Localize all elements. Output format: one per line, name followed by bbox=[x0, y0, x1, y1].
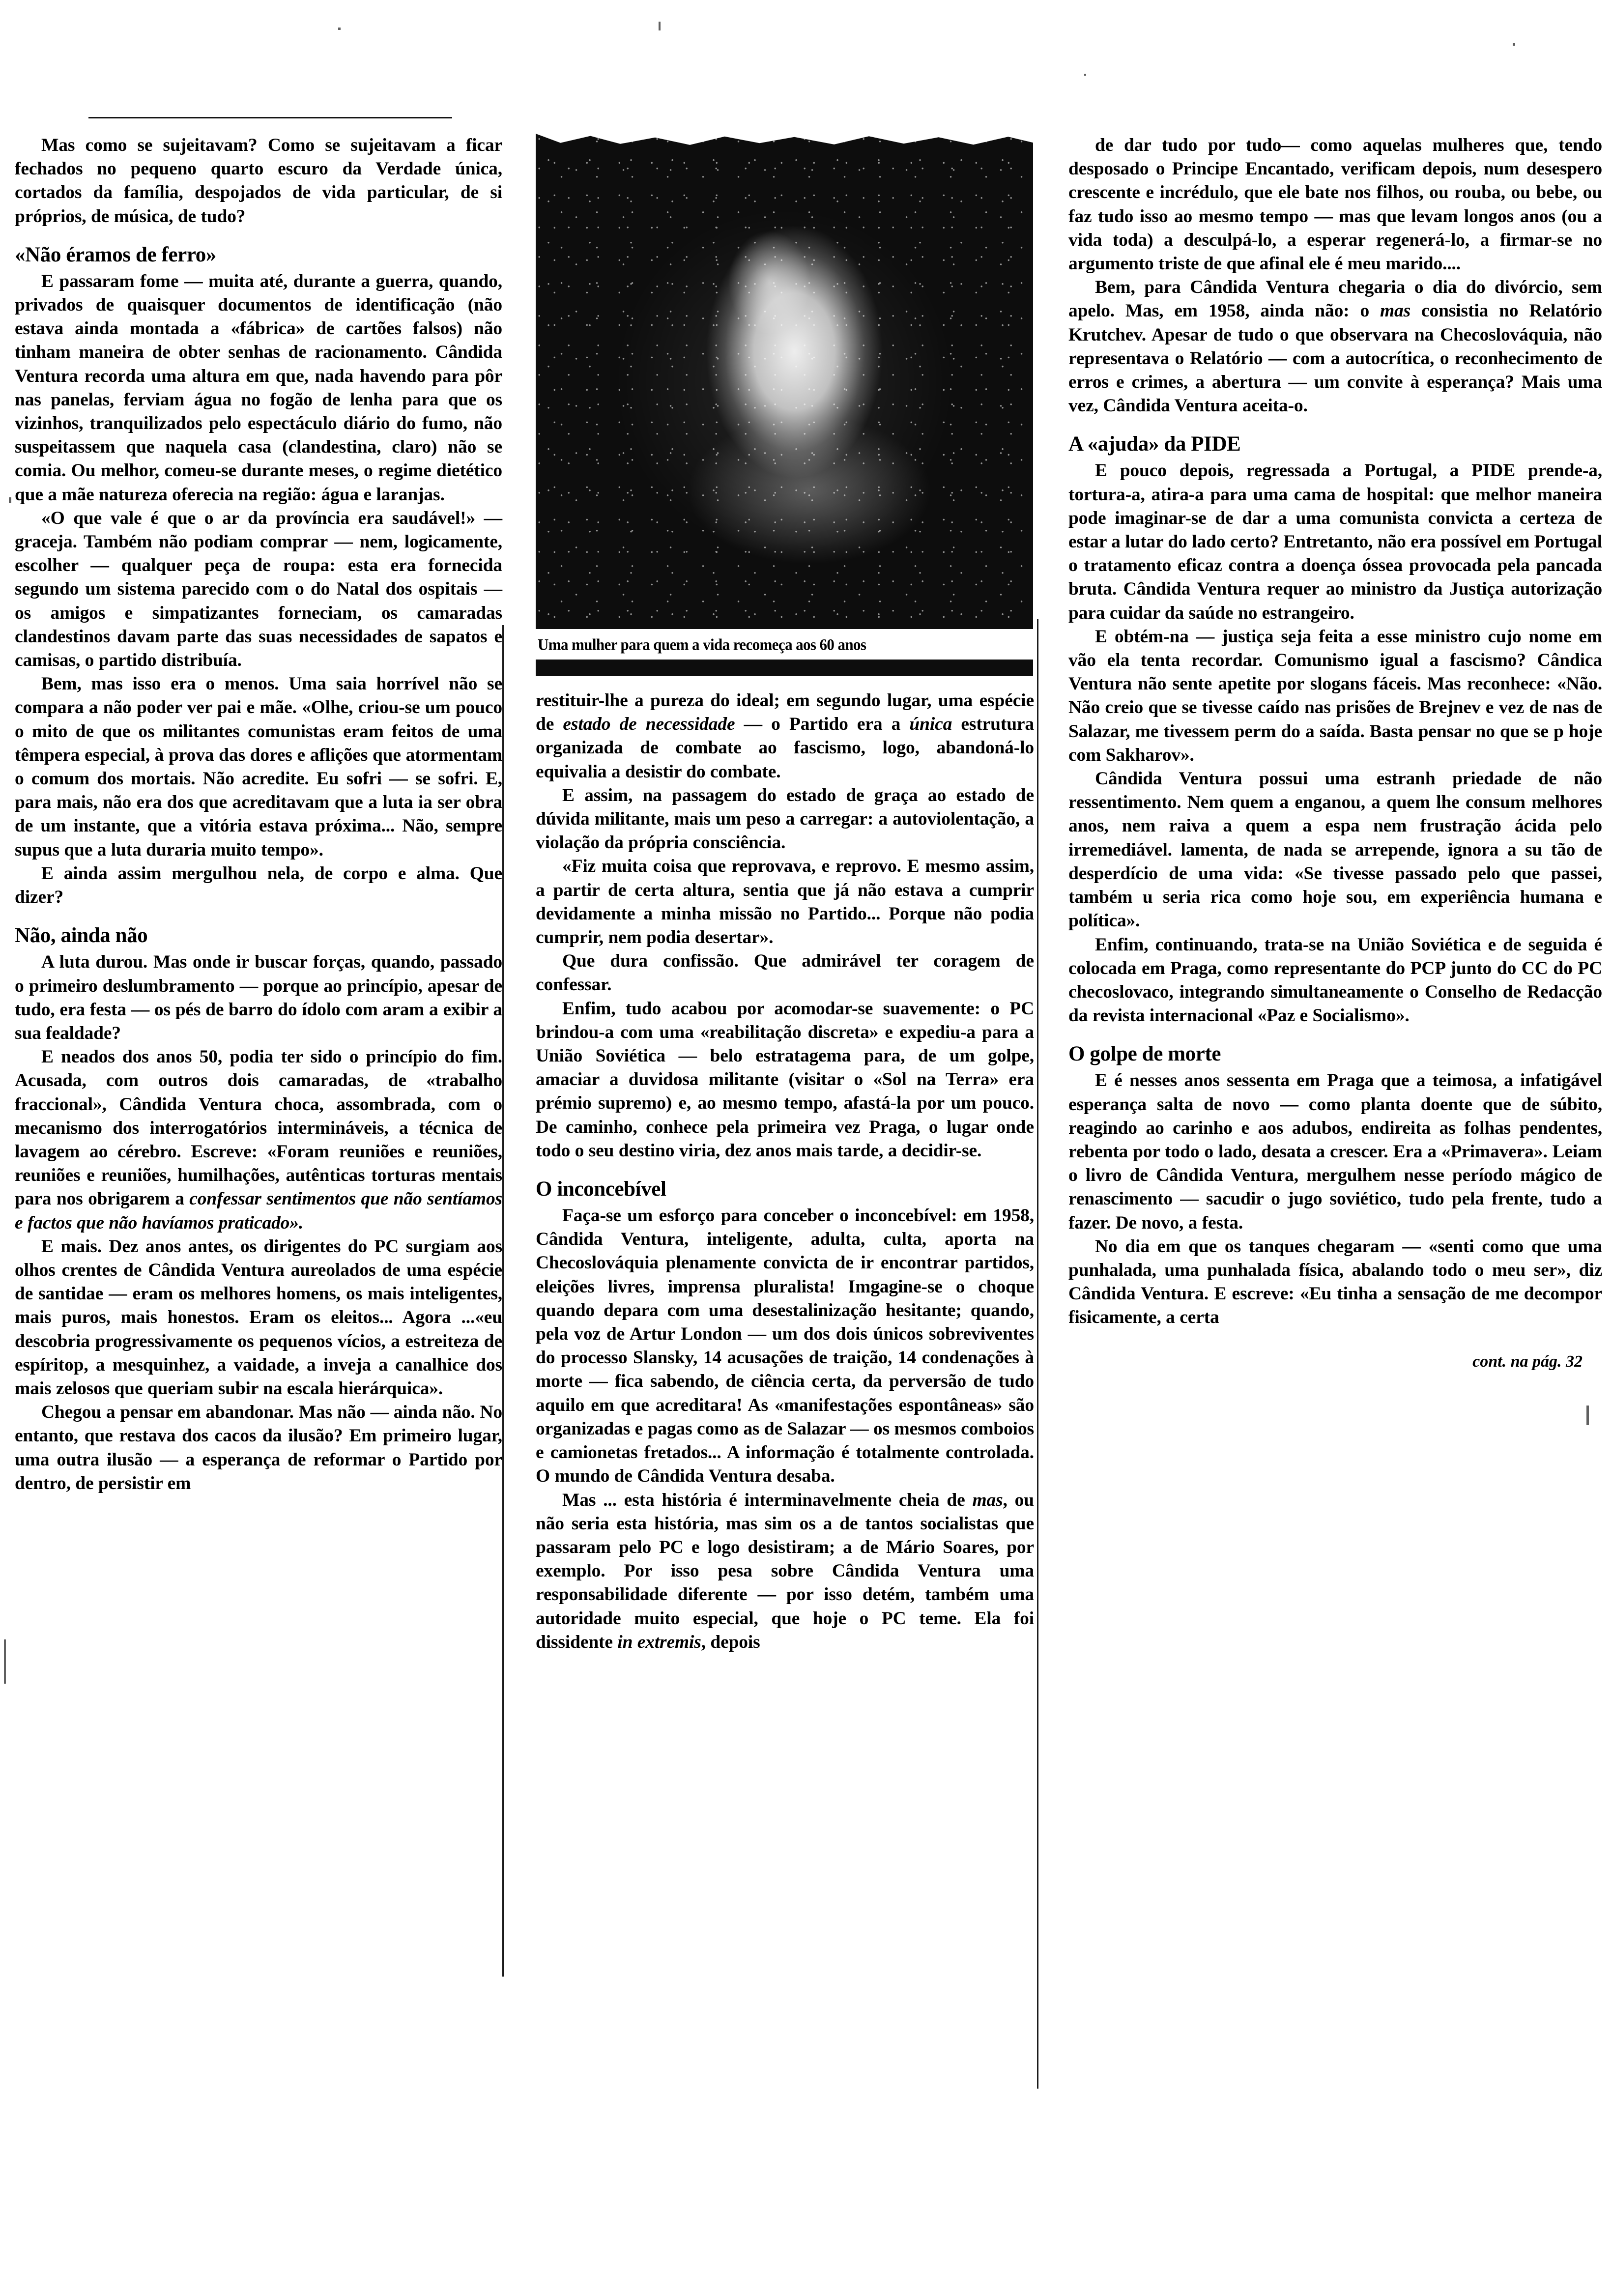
paragraph-text: , ou não seria esta história, mas sim os a de tantos socialistas que passaram pelo PC e logo desistiram; a de Mário Soares, por exemplo. Por isso pesa sobre Cândida Ventura uma responsabilidade diferente — por isso detém, também uma autoridade muito especial, que hoje o PC teme. Ela foi dissidente bbox=[536, 1490, 1034, 1652]
portrait-photo bbox=[536, 134, 1033, 629]
paragraph: Faça-se um esforço para conceber o inconcebível: em 1958, Cândida Ventura, inteligente, adulta, culta, aporta na Checoslováquia plenamente convicta de ir encontrar partidos, eleições livres, imprensa pluralista! Imgagine-se o choque quando depara com uma desestalinização hesitante; quando, pela voz de Artur London — um dos dois únicos sobreviventes do processo Slansky, 14 acusações de traição, 14 condenações à morte — fica sabendo, de ciência certa, da perversão de tudo aquilo em que acreditara! As «manifestações espontâneas» são organizadas e pagas como as de Salazar — os mesmos comboios e camionetas fretados... A informação é totalmente controlada. O mundo de Cândida Ventura desaba. bbox=[536, 1205, 1034, 1487]
paragraph: E assim, na passagem do estado de graça ao estado de dúvida militante, mais um peso a carregar: a autoviolentação, a violação da própria consciência. bbox=[536, 785, 1034, 853]
top-hairline-rule bbox=[88, 117, 452, 118]
paragraph: E pouco depois, regressada a Portugal, a PIDE prende-a, tortura-a, atira-a para uma cama de hospital: que melhor maneira pode imaginar-se de dar a uma comunista convicta a certeza de estar a lutar do lado certo? Entretanto, não era possível em Portugal o tratamento eficaz contra a doença óssea provocada pela pancada bruta. Cândida Ventura requer ao ministro da Justiça autorização para cuidar da saúde no estrangeiro. bbox=[1068, 460, 1602, 623]
paragraph: No dia em que os tanques chegaram — «senti como que uma punhalada, uma punhalada física, abalando todo o meu ser», diz Cândida Ventura. E escreve: «Eu tinha a sensação de me decompor fisicamente, a certa bbox=[1068, 1236, 1602, 1328]
subhead-nao-ainda-nao: Não, ainda não bbox=[15, 924, 148, 947]
paragraph-text: Bem, para Cândida Ventura chegaria o dia do divórcio, sem apelo. Mas, em 1958, ainda não: o bbox=[1068, 277, 1602, 321]
photo-block bbox=[536, 134, 1033, 676]
paragraph: Que dura confissão. Que admirável ter coragem de confessar. bbox=[536, 951, 1034, 995]
paragraph: de dar tudo por tudo— como aquelas mulheres que, tendo desposado o Principe Encantado, verificam depois, num desespero crescente e incrédulo, que ele bate nos filhos, ou rouba, ou bebe, ou faz tudo isso ao mesmo tempo — mas que levam longos anos (ou a vida toda) a desculpá-lo, a esperar regenerá-lo, a firmar-se no argumento triste de que afinal ele é meu marido.... bbox=[1068, 135, 1602, 274]
paragraph bbox=[1068, 276, 1602, 418]
paragraph-text: restituir-lhe a pureza do ideal; em segundo lugar, uma espécie de bbox=[536, 690, 1034, 735]
scan-speck bbox=[659, 22, 661, 30]
paragraph: E mais. Dez anos antes, os dirigentes do PC surgiam aos olhos crentes de Cândida Ventura aureolados de uma espécie de santidae — eram os melhores homens, os mais inteligentes, mais puros, mais honestos. Eram os eleitos... Agora ...«eu descobria progressivamente os pequenos vícios, a estreiteza de espíritop, a mesquinhez, a vaidade, a inveja a canalhice dos mais zelosos que queriam subir na escala hierárquica». bbox=[15, 1236, 502, 1399]
paragraph: Bem, mas isso era o menos. Uma saia horrível não se compara a não poder ver pai e mãe. «Olhe, criou-se um pouco o mito de que os militantes comunistas eram feitos de uma têmpera especial, à prova das dores e aflições que atormentam o comum dos mortais. Não acredite. Eu sofri — se sofri. E, para mais, não era dos que acreditavam que a luta ia ser obra de um instante, que a vitória estava próxima... Não, sempre supus que a luta duraria muito tempo». bbox=[15, 674, 502, 860]
paragraph: Chegou a pensar em abandonar. Mas não — ainda não. No entanto, que restava dos cacos da ilusão? Em primeiro lugar, uma outra ilusão — a esperança de reformar o Partido por dentro, de persistir em bbox=[15, 1402, 502, 1493]
paragraph-text: , depois bbox=[701, 1632, 760, 1652]
paragraph: Enfim, tudo acabou por acomodar-se suavemente: o PC brindou-a com uma «reabilitação discreta» e expediu-a para a União Soviética — belo estratagema para, de um golpe, amaciar a duvidosa militante (visitar o «Sol na Terra» era prémio supremo) e, ao mesmo tempo, afastá-la por um pouco. De caminho, conhece pela primeira vez Praga, o lugar onde todo o seu destino viria, dez anos mais tarde, a decidir-se. bbox=[536, 998, 1034, 1161]
caption-rule-bar bbox=[536, 660, 1033, 676]
scan-speck bbox=[4, 1639, 6, 1684]
paragraph bbox=[536, 1489, 1034, 1654]
photo-speckle bbox=[536, 134, 1033, 629]
column-1 bbox=[15, 134, 520, 1654]
paragraph-text: Mas ... esta história é interminavelmente cheia de bbox=[562, 1490, 973, 1510]
paragraph-italic: confessar sentimentos que não sentíamos e factos que não havíamos praticado». bbox=[15, 1189, 502, 1233]
paragraph bbox=[1068, 767, 1602, 933]
column-3 bbox=[1051, 134, 1602, 1654]
paragraph bbox=[15, 1045, 502, 1235]
paragraph bbox=[536, 689, 1034, 784]
scan-speck bbox=[1513, 43, 1515, 46]
paragraph-text: E neados dos anos 50, podia ter sido o princípio do fim. Acusada, com outros dois camaradas, de «trabalho fraccional», Cândida Ventura choca, assombrada, com o mecanismo dos interrogatórios intermináveis, a técnica de lavagem ao cérebro. Escreve: «Foram reuniões e reuniões, reuniões e reuniões, humilhações, autênticas torturas mentais para nos obrigarem a bbox=[15, 1047, 502, 1209]
paragraph-italic: mas bbox=[972, 1490, 1003, 1510]
paragraph: «O que vale é que o ar da província era saudável!» — graceja. Também não podiam comprar — nem, logicamente, escolher — qualquer peça de roupa: esta era fornecida segundo um sistema parecido com o do Natal dos ospitais — os amigos e simpatizantes forneciam, os camaradas clandestinos davam parte das suas necessidades de sapatos e camisas, o partido distribuía. bbox=[15, 508, 502, 671]
paragraph: E obtém-na — justiça seja feita a esse ministro cujo nome em vão ela tenta recordar. Comunismo igual a fascismo? Cândica Ventura não sente apetite por slogans fáceis. Mas reconhece: «Não. Não creio que se tivesse caído nas prisões de Brejnev e vez de nas de Salazar, me tivessem perm do a saída. Basta pensar no que se p hoje com Sakharov». bbox=[1068, 626, 1602, 765]
paragraph: Mas como se sujeitavam? Como se sujeitavam a ficar fechados no pequeno quarto escuro da Verdade única, cortados da família, despojados de vida particular, de si próprios, de música, de tudo? bbox=[15, 135, 502, 227]
paragraph-italic: mas bbox=[1380, 301, 1411, 321]
subhead-o-inconcebivel: O inconcebível bbox=[536, 1177, 666, 1201]
paragraph-text: estrutura organizada de combate ao fascismo, logo, abandoná-lo equivalia a desistir do combate. bbox=[536, 714, 1034, 782]
paragraph: Enfim, continuando, trata-se na União Soviética e de seguida é colocada em Praga, como representante do PCP junto do CC do PC checoslovaco, integrando simultaneamente o Conselho de Redacção da revista internacional «Paz e Socialismo». bbox=[1068, 934, 1602, 1026]
paragraph: E ainda assim mergulhou nela, de corpo e alma. Que dizer? bbox=[15, 863, 502, 908]
paragraph-text: — o Partido era a bbox=[735, 714, 910, 735]
scan-speck bbox=[338, 28, 341, 30]
paragraph: E é nesses anos sessenta em Praga que a teimosa, a infatigável esperança salta de novo — como planta doente que de súbito, reagindo ao carinho e aos adubos, endireita as folhas pendentes, rebenta por todo o lado, desata a crescer. Era a «Primavera». Leiam o livro de Cândida Ventura, mergulhem nesse período mágico de renascimento — sacudir o jugo soviético, tudo pela frente, tudo a fazer. De novo, a festa. bbox=[1068, 1070, 1602, 1233]
scan-speck bbox=[9, 497, 11, 503]
paragraph: A luta durou. Mas onde ir buscar forças, quando, passado o primeiro deslumbramento — porque ao princípio, apesar de tudo, era festa — os pés de barro do ídolo com aram a exibir a sua fealdade? bbox=[15, 952, 502, 1043]
subhead-o-golpe-de-morte: O golpe de morte bbox=[1068, 1042, 1221, 1066]
paragraph-text: Cândida Ventura possui uma estranh priedade de não ressentimento. Nem quem a enganou, a quem lhe consum melhores anos, nem raiva a quem a espa nem frustração ácida pelo irremediável. lamenta, de nada se arrepende, ignora a su tão de bbox=[1068, 769, 1602, 860]
paragraph-italic: única bbox=[909, 714, 952, 735]
subhead-nao-eramos-de-ferro: «Não éramos de ferro» bbox=[15, 243, 216, 266]
paragraph-text: de uma vida: «Se tivesse passado pelo que passei, também u seria rica como hoje sou, em experiência humana e política». bbox=[1068, 863, 1602, 931]
paragraph-italic: estado de necessidade bbox=[563, 714, 735, 735]
paragraph: «Fiz muita coisa que reprovava, e reprovo. E mesmo assim, a partir de certa altura, sentia que já não estava a cumprir devidamente a minha missão no Partido... Porque não podia cumprir, nem podia desertar». bbox=[536, 856, 1034, 948]
subhead-a-ajuda-da-pide: A «ajuda» da PIDE bbox=[1068, 432, 1241, 456]
article-columns bbox=[15, 134, 1602, 1654]
scan-speck bbox=[1084, 74, 1086, 76]
paragraph-text: consistia no Relatório Krutchev. Apesar de tudo o que observara na Checoslováquia, não representava o Relatório — com a autocrítica, o reconhecimento de erros e crimes, a abertura — um convite à esperança? Mais uma vez, Cândida Ventura aceita-o. bbox=[1068, 301, 1602, 416]
photo-caption: Uma mulher para quem a vida recomeça aos 60 anos bbox=[538, 635, 866, 654]
paragraph: E passaram fome — muita até, durante a guerra, quando, privados de quaisquer documentos de identificação (não estava ainda montada a «fábrica» de cartões falsos) não tinham maneira de obter senhas de racionamento. Cândida Ventura recorda uma altura em que, nada havendo para pôr nas panelas, ferviam água no fogão de lenha para que os vizinhos, tranquilizados pelo espectáculo diário do fumo, não suspeitassem que naquela casa (clandestina, claro) não se comia. Ou melhor, comeu-se durante meses, o regime dietético que a mãe natureza oferecia na região: água e laranjas. bbox=[15, 271, 502, 505]
paragraph-bold: desperdício bbox=[1068, 863, 1158, 884]
paragraph-italic: in extremis bbox=[617, 1632, 701, 1652]
continuation-note: cont. na pág. 32 bbox=[1472, 1352, 1583, 1371]
column-2 bbox=[520, 134, 1051, 1654]
